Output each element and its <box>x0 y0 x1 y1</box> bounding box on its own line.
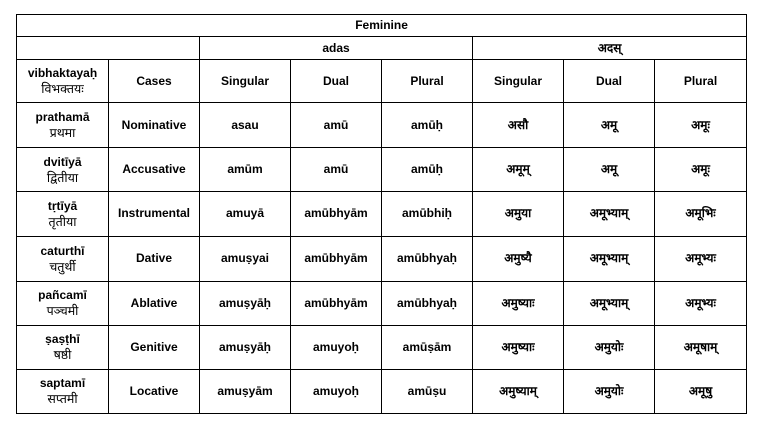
form-latin-singular: asau <box>200 103 291 148</box>
empty-header-cell <box>17 37 200 60</box>
form-latin-plural: amūḥ <box>382 103 473 148</box>
form-devanagari-dual: अमू <box>564 103 655 148</box>
form-devanagari-singular: अमुया <box>473 192 564 236</box>
case-name-cell <box>17 325 109 369</box>
form-devanagari-dual: अमुयोः <box>564 369 655 413</box>
case-name-devanagari: तृतीया <box>48 213 77 229</box>
form-latin-plural: amūṣu <box>382 369 473 413</box>
plural-header-devanagari: Plural <box>655 60 747 103</box>
case-name-latin: dvitīyā <box>43 154 82 169</box>
case-name-cell <box>17 369 109 413</box>
table-row <box>17 103 747 148</box>
form-latin-dual: amūbhyām <box>291 192 382 236</box>
case-name-latin: prathamā <box>35 110 90 125</box>
declension-table <box>16 14 747 414</box>
form-latin-dual: amūbhyām <box>291 281 382 325</box>
form-latin-singular: amuyā <box>200 192 291 236</box>
form-devanagari-singular: अमुष्याः <box>473 281 564 325</box>
case-name-latin: saptamī <box>39 376 86 391</box>
case-label: Nominative <box>109 103 200 148</box>
table-row <box>17 325 747 369</box>
vibhakti-header <box>17 60 109 103</box>
case-name-devanagari: पञ्चमी <box>46 303 79 319</box>
case-label: Accusative <box>109 148 200 192</box>
singular-header-devanagari: Singular <box>473 60 564 103</box>
form-latin-singular: amuṣyai <box>200 236 291 281</box>
dual-header-latin: Dual <box>291 60 382 103</box>
case-name-latin: pañcamī <box>38 288 87 303</box>
vibhakti-header-devanagari: विभक्तयः <box>41 81 84 97</box>
table-title: Feminine <box>17 15 747 37</box>
form-devanagari-plural: अमूः <box>655 103 747 148</box>
case-label: Dative <box>109 236 200 281</box>
group-header-devanagari: अदस् <box>473 37 747 60</box>
case-name-devanagari: षष्ठी <box>53 347 72 363</box>
form-latin-plural: amūḥ <box>382 148 473 192</box>
form-latin-singular: amuṣyāḥ <box>200 325 291 369</box>
case-name-devanagari: सप्तमी <box>47 391 78 407</box>
case-name-devanagari: द्वितीया <box>46 169 79 185</box>
form-latin-singular: amuṣyām <box>200 369 291 413</box>
group-header-latin: adas <box>200 37 473 60</box>
table-row <box>17 236 747 281</box>
form-devanagari-singular: अमूम् <box>473 148 564 192</box>
form-devanagari-plural: अमूभ्यः <box>655 281 747 325</box>
form-devanagari-dual: अमूभ्याम् <box>564 236 655 281</box>
form-latin-singular: amuṣyāḥ <box>200 281 291 325</box>
form-latin-singular: amūm <box>200 148 291 192</box>
form-devanagari-plural: अमूषाम् <box>655 325 747 369</box>
case-name-cell <box>17 192 109 236</box>
singular-header-latin: Singular <box>200 60 291 103</box>
case-name-cell <box>17 281 109 325</box>
case-name-devanagari: प्रथमा <box>49 125 76 141</box>
dual-header-devanagari: Dual <box>564 60 655 103</box>
form-devanagari-singular: अमुष्याम् <box>473 369 564 413</box>
form-latin-plural: amūṣām <box>382 325 473 369</box>
case-label: Locative <box>109 369 200 413</box>
table-row <box>17 281 747 325</box>
plural-header-latin: Plural <box>382 60 473 103</box>
form-latin-plural: amūbhyaḥ <box>382 281 473 325</box>
form-devanagari-singular: अमुष्याः <box>473 325 564 369</box>
form-devanagari-dual: अमूभ्याम् <box>564 281 655 325</box>
form-devanagari-plural: अमूः <box>655 148 747 192</box>
form-devanagari-plural: अमूभ्यः <box>655 236 747 281</box>
case-name-latin: tṛtīyā <box>47 198 78 213</box>
form-devanagari-plural: अमूभिः <box>655 192 747 236</box>
vibhakti-header-latin: vibhaktayaḥ <box>27 66 98 81</box>
form-latin-dual: amūbhyām <box>291 236 382 281</box>
form-latin-plural: amūbhiḥ <box>382 192 473 236</box>
case-label: Instrumental <box>109 192 200 236</box>
form-latin-dual: amuyoḥ <box>291 369 382 413</box>
form-latin-dual: amū <box>291 148 382 192</box>
case-name-devanagari: चतुर्थी <box>49 258 76 274</box>
table-row <box>17 192 747 236</box>
case-name-cell <box>17 103 109 148</box>
form-latin-dual: amū <box>291 103 382 148</box>
case-label: Genitive <box>109 325 200 369</box>
case-name-latin: caturthī <box>40 243 85 258</box>
case-name-cell <box>17 148 109 192</box>
form-latin-dual: amuyoḥ <box>291 325 382 369</box>
table-row <box>17 148 747 192</box>
case-name-cell <box>17 236 109 281</box>
table-row <box>17 369 747 413</box>
form-devanagari-singular: असौ <box>473 103 564 148</box>
form-devanagari-singular: अमुष्यै <box>473 236 564 281</box>
case-label: Ablative <box>109 281 200 325</box>
form-devanagari-dual: अमूभ्याम् <box>564 192 655 236</box>
form-devanagari-dual: अमुयोः <box>564 325 655 369</box>
cases-header: Cases <box>109 60 200 103</box>
form-latin-plural: amūbhyaḥ <box>382 236 473 281</box>
form-devanagari-dual: अमू <box>564 148 655 192</box>
form-devanagari-plural: अमूषु <box>655 369 747 413</box>
case-name-latin: ṣaṣṭhī <box>45 332 80 347</box>
